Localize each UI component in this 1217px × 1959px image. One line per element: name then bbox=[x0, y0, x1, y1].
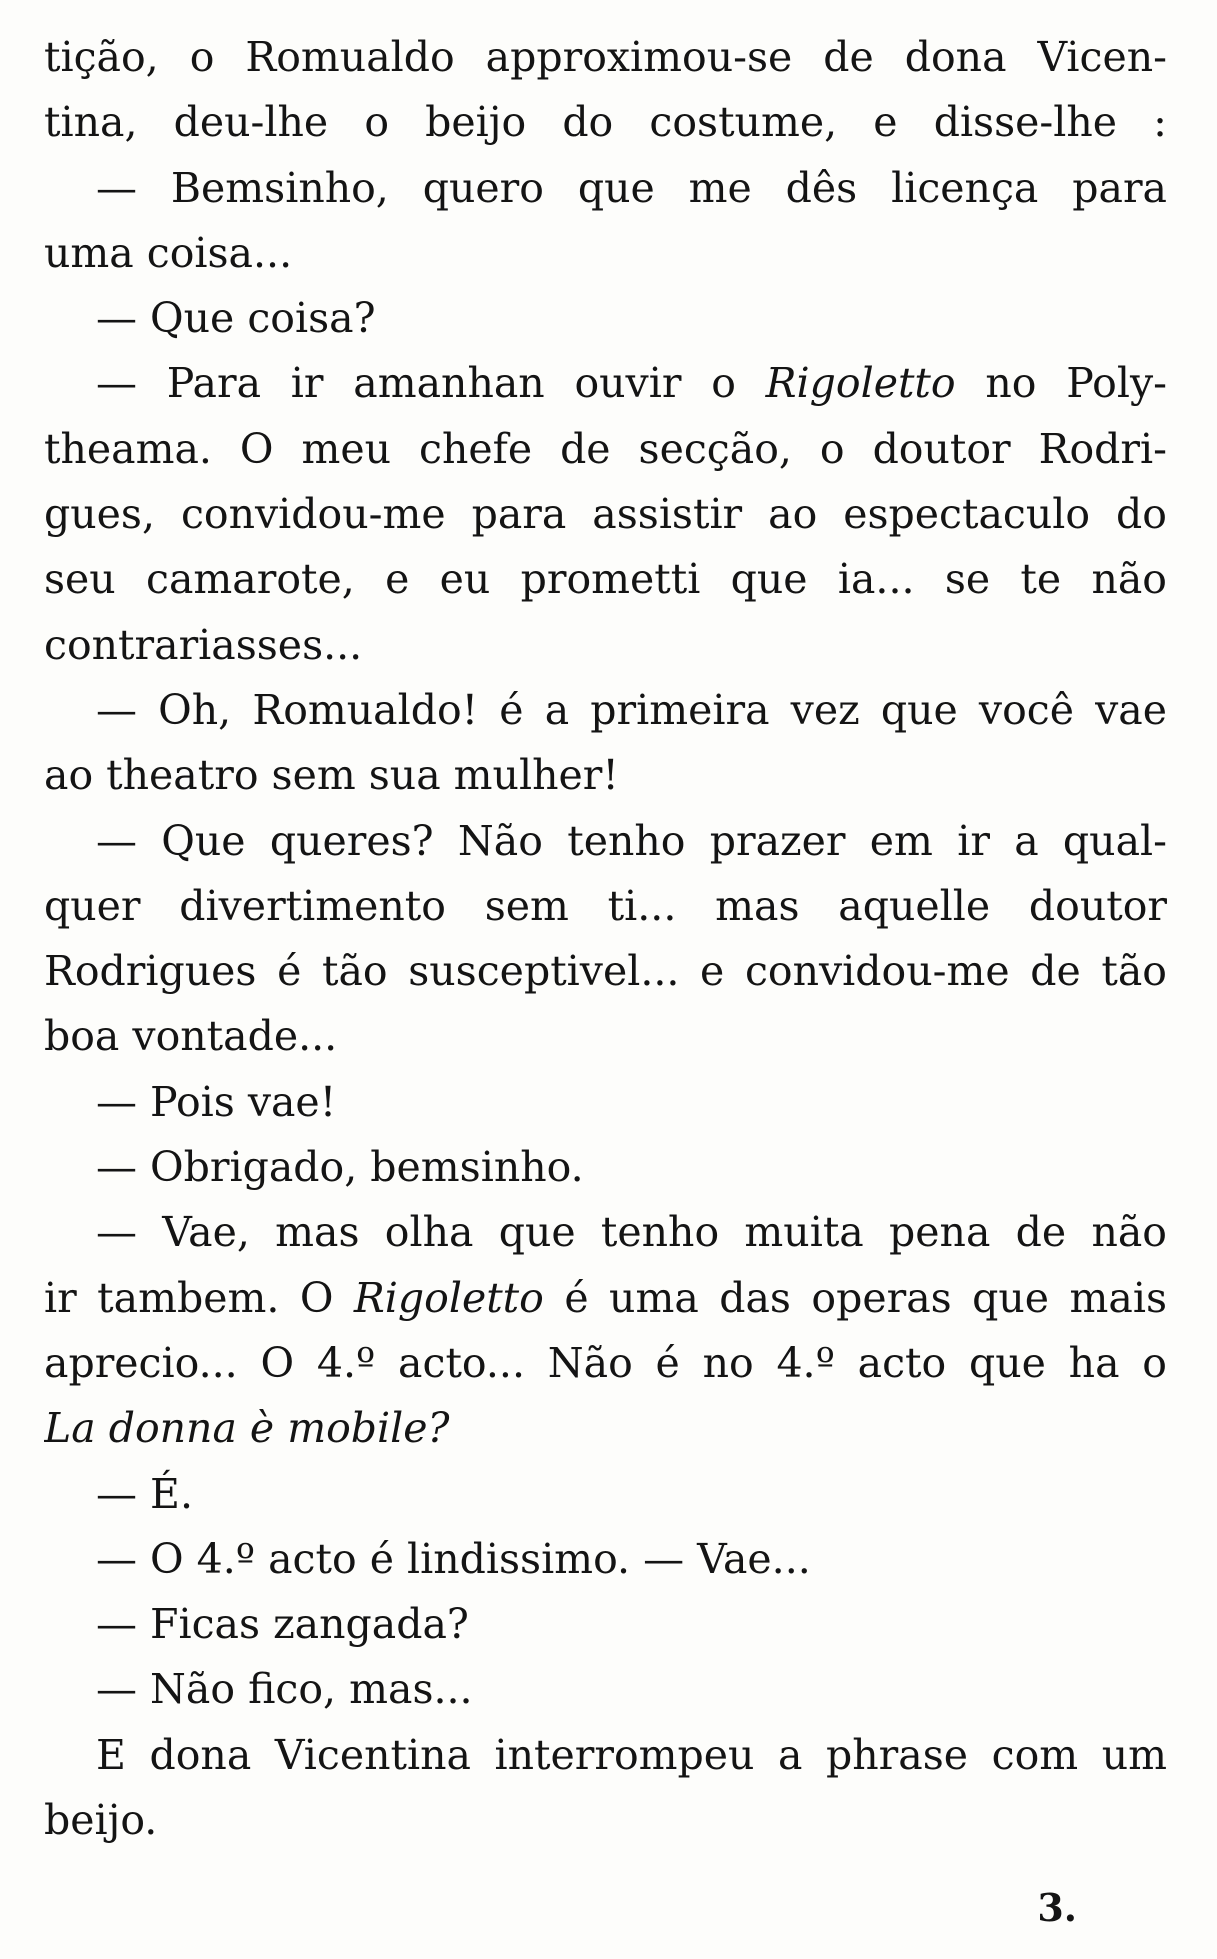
text-line: seu camarote, e eu prometti que ia... se te não bbox=[44, 555, 1167, 604]
dialogue-line: — Bemsinho, quero que me dês licença para bbox=[96, 163, 1167, 212]
text-line: ir tambem. O Rigoletto é uma das operas que mais bbox=[44, 1273, 1167, 1322]
text-line: quer divertimento sem ti... mas aquelle doutor bbox=[44, 881, 1167, 930]
opera-title: Rigoletto bbox=[765, 359, 956, 408]
dialogue-line: — O 4.º acto é lindissimo. — Vae... bbox=[96, 1534, 811, 1583]
text-line: beijo. bbox=[44, 1796, 158, 1845]
dialogue-line: — Obrigado, bemsinho. bbox=[96, 1143, 584, 1192]
paragraph-line: E dona Vicentina interrompeu a phrase com um bbox=[96, 1730, 1167, 1779]
text-line: ao theatro sem sua mulher! bbox=[44, 751, 619, 800]
aria-title-line: La donna è mobile? bbox=[44, 1404, 450, 1453]
text-line: contrariasses... bbox=[44, 620, 363, 669]
opera-title: Rigoletto bbox=[353, 1273, 544, 1322]
dialogue-line: — Que coisa? bbox=[96, 294, 376, 343]
text-line: uma coisa... bbox=[44, 228, 293, 277]
dialogue-line: — É. bbox=[96, 1469, 193, 1518]
text-line: Rodrigues é tão susceptivel... e convidou-me de tão bbox=[44, 947, 1167, 996]
page-text bbox=[44, 25, 1167, 1853]
dialogue-line: — Vae, mas olha que tenho muita pena de não bbox=[96, 1208, 1167, 1257]
dialogue-line: — Oh, Romualdo! é a primeira vez que você vae bbox=[96, 685, 1167, 734]
dialogue-line: — Que queres? Não tenho prazer em ir a qual- bbox=[96, 816, 1167, 865]
text-line: boa vontade... bbox=[44, 1012, 338, 1061]
text-line: theama. O meu chefe de secção, o doutor Rodri- bbox=[44, 424, 1167, 473]
text-line: tina, deu-lhe o beijo do costume, e disse-lhe : bbox=[44, 98, 1167, 147]
dialogue-line: — Para ir amanhan ouvir o Rigoletto no Poly- bbox=[96, 359, 1167, 408]
page-number: 3. bbox=[1037, 1885, 1077, 1930]
dialogue-line: — Ficas zangada? bbox=[96, 1600, 469, 1649]
text-line: aprecio... O 4.º acto... Não é no 4.º acto que ha o bbox=[44, 1338, 1167, 1387]
text-line: gues, convidou-me para assistir ao espectaculo do bbox=[44, 490, 1167, 539]
dialogue-line: — Pois vae! bbox=[96, 1077, 337, 1126]
text-line: tição, o Romualdo approximou-se de dona Vicen- bbox=[44, 33, 1167, 81]
dialogue-line: — Não fico, mas... bbox=[96, 1665, 473, 1714]
